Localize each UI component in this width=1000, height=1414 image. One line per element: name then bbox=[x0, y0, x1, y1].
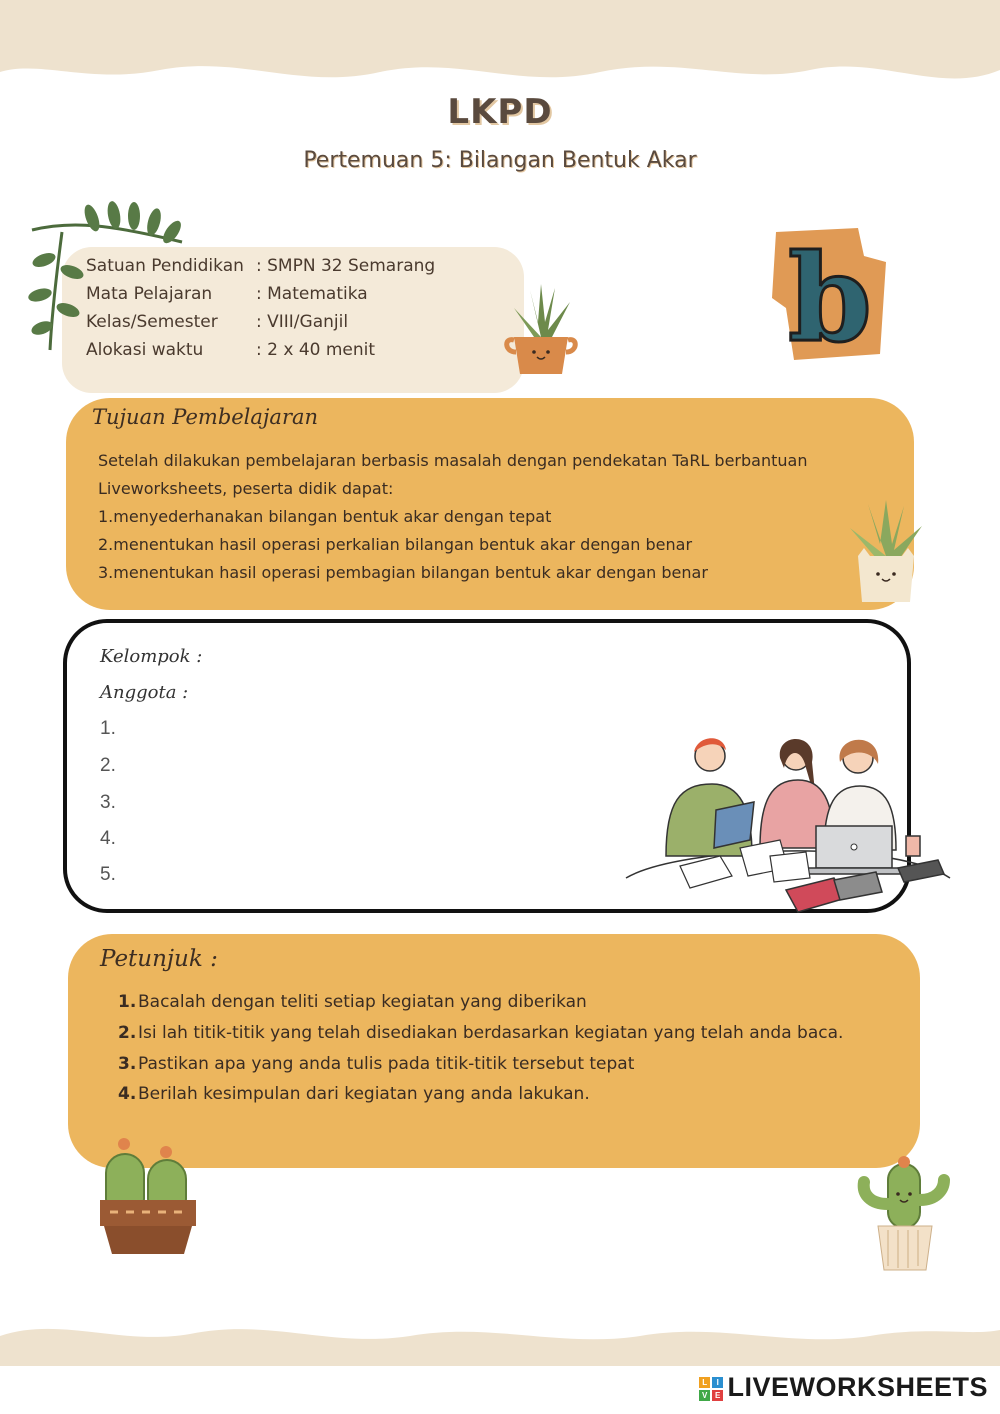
instructions-heading: Petunjuk : bbox=[100, 946, 218, 972]
info-value: : Matematika bbox=[256, 284, 368, 304]
info-value: : 2 x 40 menit bbox=[256, 340, 376, 360]
member-slot-1[interactable]: 1. bbox=[100, 718, 116, 739]
instruction-number: 2. bbox=[118, 1023, 137, 1043]
page-title: LKPD bbox=[447, 92, 553, 132]
page-subtitle: Pertemuan 5: Bilangan Bentuk Akar bbox=[303, 148, 697, 173]
member-slot-2[interactable]: 2. bbox=[100, 755, 116, 776]
instruction-text: Bacalah dengan teliti setiap kegiatan yang diberikan bbox=[138, 992, 587, 1012]
vine-leaves-icon bbox=[22, 200, 192, 360]
study-group-illustration-icon bbox=[620, 728, 956, 920]
cactus-planter-icon bbox=[852, 1154, 954, 1272]
instruction-item bbox=[118, 1023, 843, 1043]
learning-goals-heading: Tujuan Pembelajaran bbox=[92, 405, 319, 429]
logo-cell: I bbox=[712, 1377, 723, 1388]
liveworksheets-logo[interactable] bbox=[699, 1372, 988, 1403]
logo-text: LIVEWORKSHEETS bbox=[727, 1372, 988, 1402]
instruction-number: 4. bbox=[118, 1084, 137, 1104]
info-label: Alokasi waktu bbox=[86, 340, 204, 360]
goal-line: 2.menentukan hasil operasi perkalian bilangan bentuk akar dengan benar bbox=[98, 535, 693, 554]
instruction-item bbox=[118, 992, 587, 1012]
member-slot-5[interactable]: 5. bbox=[100, 864, 116, 885]
goal-line: 1.menyederhanakan bilangan bentuk akar dengan tepat bbox=[98, 507, 552, 526]
info-value: : SMPN 32 Semarang bbox=[256, 256, 436, 276]
anggota-label: Anggota : bbox=[100, 682, 189, 703]
instruction-item bbox=[118, 1084, 590, 1104]
instruction-number: 3. bbox=[118, 1054, 137, 1074]
member-slot-3[interactable]: 3. bbox=[100, 792, 116, 813]
goal-line: Setelah dilakukan pembelajaran berbasis masalah dengan pendekatan TaRL berbantuan bbox=[98, 451, 808, 470]
info-label: Kelas/Semester bbox=[86, 312, 218, 332]
potted-plant-icon bbox=[500, 282, 582, 378]
cactus-pot-icon bbox=[96, 1130, 200, 1262]
info-value: : VIII/Ganjil bbox=[256, 312, 349, 332]
logo-cell: V bbox=[699, 1390, 710, 1401]
decorative-letter-b-icon bbox=[772, 228, 888, 360]
instruction-text: Berilah kesimpulan dari kegiatan yang anda lakukan. bbox=[138, 1084, 590, 1104]
goal-line: 3.menentukan hasil operasi pembagian bilangan bentuk akar dengan benar bbox=[98, 563, 708, 582]
info-label: Mata Pelajaran bbox=[86, 284, 213, 304]
goal-line: Liveworksheets, peserta didik dapat: bbox=[98, 479, 394, 498]
kelompok-label: Kelompok : bbox=[100, 646, 203, 667]
member-slot-4[interactable]: 4. bbox=[100, 828, 116, 849]
instruction-item bbox=[118, 1054, 634, 1074]
instruction-text: Isi lah titik-titik yang telah disediakan berdasarkan kegiatan yang telah anda baca. bbox=[138, 1023, 844, 1043]
logo-grid-icon bbox=[699, 1377, 723, 1401]
decor-letter: b bbox=[788, 228, 872, 360]
succulent-plant-icon bbox=[846, 498, 926, 604]
logo-cell: E bbox=[712, 1390, 723, 1401]
instruction-text: Pastikan apa yang anda tulis pada titik-titik tersebut tepat bbox=[138, 1054, 635, 1074]
info-label: Satuan Pendidikan bbox=[86, 256, 244, 276]
instruction-number: 1. bbox=[118, 992, 137, 1012]
logo-cell: L bbox=[699, 1377, 710, 1388]
top-wave bbox=[0, 0, 1000, 96]
